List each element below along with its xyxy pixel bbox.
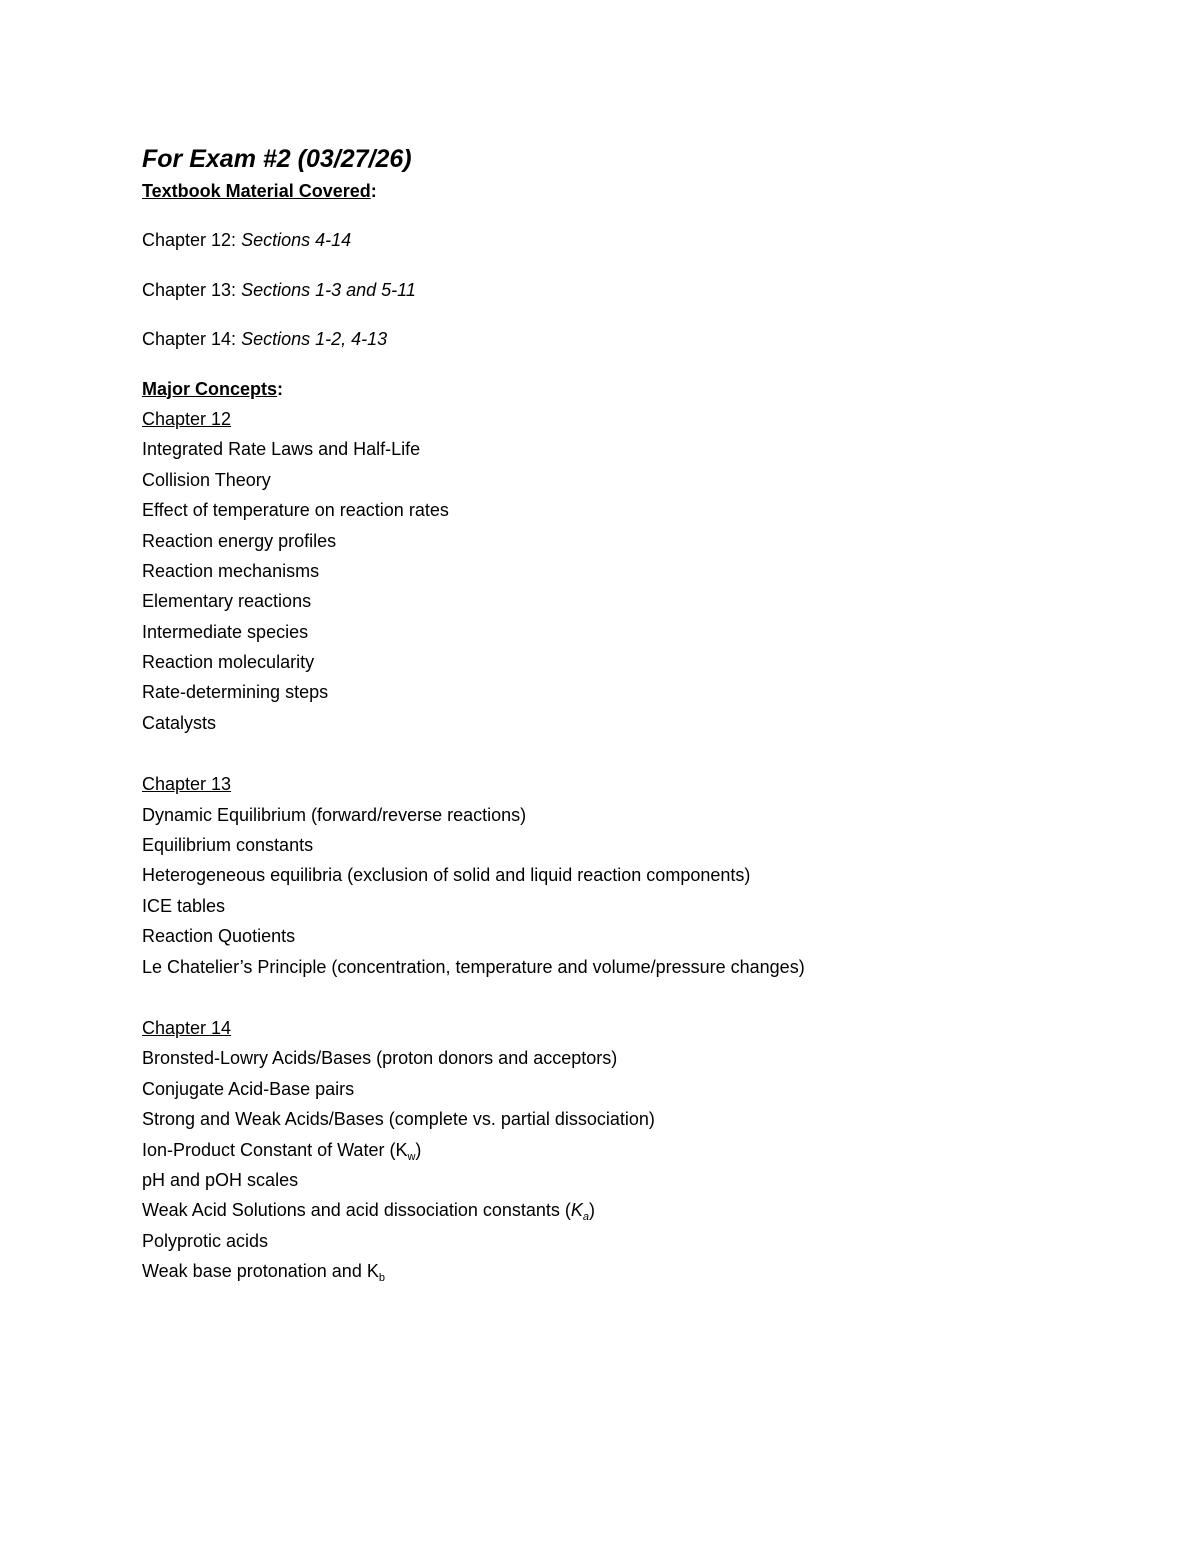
list-item: Effect of temperature on reaction rates (142, 500, 449, 521)
list-item: Integrated Rate Laws and Half-Life (142, 439, 421, 460)
textbook-heading-text: Textbook Material Covered (142, 181, 371, 201)
list-item: Polyprotic acids (142, 1230, 269, 1251)
list-item: Intermediate species (142, 621, 309, 642)
list-item: Reaction Quotients (142, 926, 296, 947)
exam-title: For Exam #2 (03/27/26) (142, 145, 412, 173)
list-item: Strong and Weak Acids/Bases (complete vs. partial dissociation) (142, 1109, 655, 1130)
textbook-chapter-13: Chapter 13: Sections 1-3 and 5-11 (142, 279, 416, 300)
list-item: Rate-determining steps (142, 682, 329, 703)
list-item: Catalysts (142, 712, 217, 733)
list-item: ICE tables (142, 895, 226, 916)
list-item: Le Chatelier’s Principle (concentration, temperature and volume/pressure changes) (142, 956, 805, 977)
major-concepts-heading: Major Concepts: (142, 378, 284, 399)
list-item: Equilibrium constants (142, 835, 314, 856)
chapter-12-list (142, 434, 1102, 738)
chapter-14-list (142, 1043, 1102, 1286)
list-item: Bronsted-Lowry Acids/Bases (proton donors and acceptors) (142, 1048, 618, 1069)
textbook-chapter-14: Chapter 14: Sections 1-2, 4-13 (142, 329, 388, 350)
list-item: pH and pOH scales (142, 1169, 299, 1190)
list-item: Dynamic Equilibrium (forward/reverse reactions) (142, 804, 527, 825)
list-item-ka: Weak Acid Solutions and acid dissociation constants $(K_a)$ (142, 1200, 596, 1224)
list-item: Collision Theory (142, 469, 271, 490)
chapter-13-title: Chapter 13 (142, 774, 232, 795)
chapter-14-title: Chapter 14 (142, 1017, 232, 1038)
document-content (142, 142, 1102, 1287)
textbook-heading: Textbook Material Covered: (142, 181, 377, 201)
chapter-12-title: Chapter 12 (142, 408, 232, 429)
textbook-chapter-12: Chapter 12: Sections 4-14 (142, 230, 352, 251)
list-item: Elementary reactions (142, 591, 312, 612)
list-item: Reaction molecularity (142, 652, 315, 673)
major-concepts-heading-text: Major Concepts (142, 378, 278, 399)
list-item: Reaction mechanisms (142, 560, 320, 581)
chapter-13-list (142, 800, 1102, 982)
list-item: Reaction energy profiles (142, 530, 337, 551)
list-item-kb: Weak base protonation and $K_b$ (142, 1261, 385, 1285)
list-item: Conjugate Acid-Base pairs (142, 1078, 355, 1099)
list-item-kw: Ion-Product Constant of Water $(K_w)$ (142, 1139, 422, 1163)
list-item: Heterogeneous equilibria (exclusion of solid and liquid reaction components) (142, 865, 751, 886)
